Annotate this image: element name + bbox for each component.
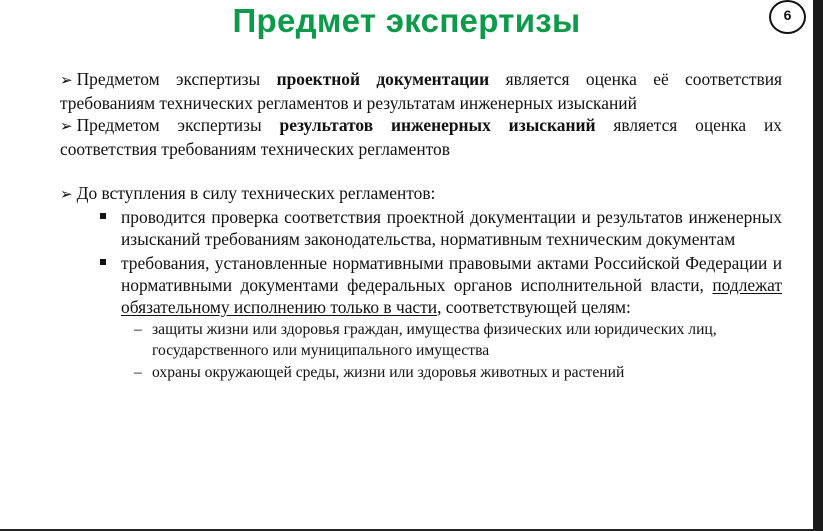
slide-body: [60, 68, 782, 383]
list-item-text: , соответствующей целям:: [437, 297, 631, 317]
arrow-bullet-icon: ➢: [60, 119, 73, 135]
page-number-badge: 6: [769, 0, 806, 34]
list-item-requirements: [60, 252, 782, 318]
dash-bullet-icon: –: [134, 364, 142, 381]
paragraph-text: Предметом экспертизы: [76, 69, 277, 89]
paragraph-text: Предметом экспертизы: [76, 115, 280, 135]
bold-term: проектной документации: [276, 69, 490, 89]
paragraph-surveys: [60, 114, 782, 160]
sub-list-item-environment: [60, 362, 782, 383]
sub-list-item-text: охраны окружающей среды, жизни или здоровья животных и растений: [152, 364, 625, 381]
list-item-text: требования, установленные нормативными правовыми актами Российской Федерации и нормативными документами федеральных органов исполнительной власти,: [121, 253, 782, 295]
slide-title: Предмет экспертизы: [232, 2, 581, 39]
list-item-text: проводится проверка соответствия проектной документации и результатов инженерных изысканий требованиям законодательства, нормативным техническим документам: [121, 207, 782, 249]
paragraph-design-docs: [60, 68, 782, 114]
bold-term: результатов инженерных изысканий: [279, 115, 596, 135]
underlined-text: подлежат обязательному исполнению только в части: [121, 275, 782, 317]
section-heading-row: [60, 182, 782, 206]
sub-list-item-text: защиты жизни или здоровья граждан, имущества физических или юридических лиц, государственного или муниципального имущества: [152, 321, 717, 359]
square-bullet-icon: [100, 259, 106, 265]
list-item-check: [60, 206, 782, 250]
paragraph-text: является оценка их соответствия требованиям технических регламентов: [60, 115, 783, 159]
spacer: [60, 160, 782, 182]
window-edge: [813, 0, 823, 531]
sub-list-item-protection: [60, 319, 782, 361]
arrow-bullet-icon: ➢: [60, 73, 73, 89]
dash-bullet-icon: –: [134, 321, 142, 338]
section-heading: До вступления в силу технических регламентов:: [76, 183, 436, 203]
paragraph-text: является оценка её соответствия требованиям технических регламентов и результатам инженерных изысканий: [60, 69, 783, 113]
arrow-bullet-icon: ➢: [60, 187, 73, 203]
square-bullet-icon: [100, 213, 106, 219]
